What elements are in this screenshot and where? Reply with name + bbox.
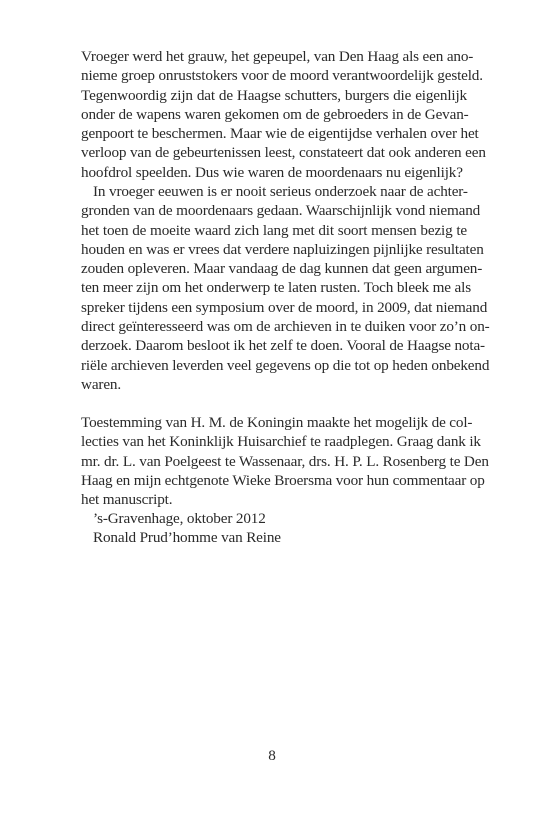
text-line: derzoek. Daarom besloot ik het zelf te doen. Vooral de Haagse nota-: [81, 337, 485, 355]
text-line: gronden van de moordenaars gedaan. Waarschijnlijk vond niemand: [81, 202, 481, 220]
text-line: waren.: [81, 375, 121, 393]
signature-author: Ronald Prud’homme van Reine: [93, 529, 281, 547]
text-line: houden en was er vrees dat verdere napluizingen pijnlijke resultaten: [81, 240, 484, 258]
text-line: hoofdrol speelden. Dus wie waren de moordenaars nu eigenlijk?: [81, 163, 463, 181]
text-line: riële archieven leverden veel gegevens op die tot op heden onbekend: [81, 356, 490, 374]
text-line: het manuscript.: [81, 491, 173, 509]
text-line: mr. dr. L. van Poelgeest te Wassenaar, drs. H. P. L. Rosenberg te Den: [81, 452, 489, 470]
text-line: Tegenwoordig zijn dat de Haagse schutters, burgers die eigenlijk: [81, 86, 467, 104]
text-line: spreker tijdens een symposium over de moord, in 2009, dat niemand: [81, 298, 488, 316]
text-line: zouden opleveren. Maar vandaag de dag kunnen dat geen argumen-: [81, 260, 483, 278]
text-line: lecties van het Koninklijk Huisarchief te raadplegen. Graag dank ik: [81, 433, 481, 451]
paragraph-1: [81, 47, 486, 182]
paragraph-2: [81, 182, 490, 394]
text-line: Haag en mijn echtgenote Wieke Broersma voor hun commentaar op: [81, 471, 485, 489]
text-line: verloop van de gebeurtenissen leest, constateert dat ook anderen een: [81, 144, 486, 162]
text-line: nieme groep onruststokers voor de moord verantwoordelijk gesteld.: [81, 67, 483, 85]
text-line: ten meer zijn om het onderwerp te laten rusten. Toch bleek me als: [81, 279, 471, 297]
text-line: genpoort te beschermen. Maar wie de eigentijdse verhalen over het: [81, 125, 479, 143]
text-line: direct geïnteresseerd was om de archieven in te duiken voor zo’n on-: [81, 318, 490, 336]
text-line: Vroeger werd het grauw, het gepeupel, van Den Haag als een ano-: [81, 48, 474, 65]
signature-place-date: ’s-Gravenhage, oktober 2012: [93, 510, 266, 527]
text-line: In vroeger eeuwen is er nooit serieus onderzoek naar de achter-: [93, 183, 468, 200]
signature-block: [93, 509, 281, 548]
text-line: het toen de moeite waard zich lang met dit soort mensen bezig te: [81, 221, 467, 239]
page-number: 8: [268, 747, 276, 764]
text-line: onder de wapens waren gekomen om de gebroeders in de Gevan-: [81, 105, 469, 123]
text-line: Toestemming van H. M. de Koningin maakte het mogelijk de col-: [81, 414, 473, 431]
paragraph-3: [81, 413, 489, 509]
